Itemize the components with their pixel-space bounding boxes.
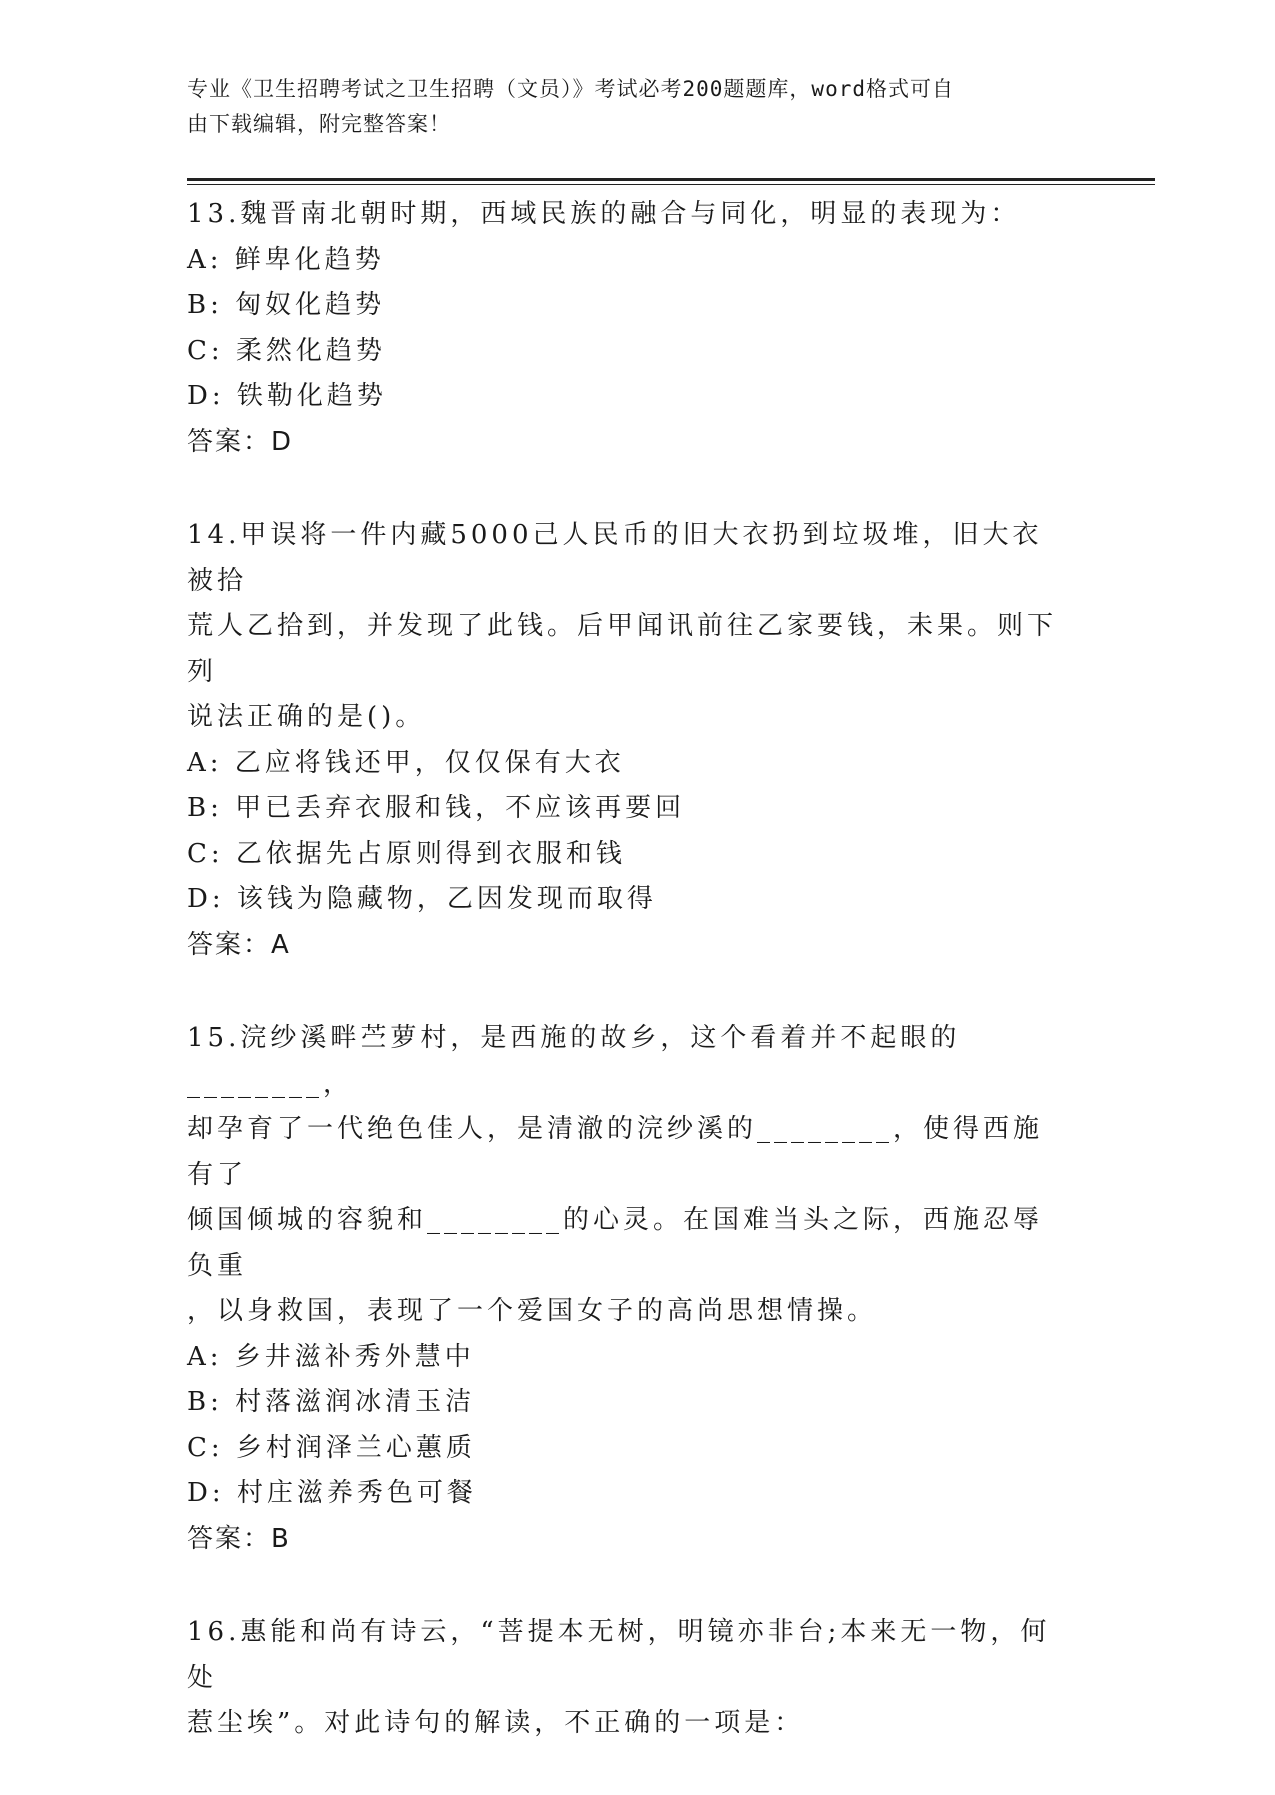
option-d: D: 村庄滋养秀色可餐 [187, 1478, 477, 1508]
question-stem-line: 倾国倾城的容貌和________的心灵。在国难当头之际，西施忍辱负重 [187, 1205, 1044, 1281]
header-line-2: 由下载编辑，附完整答案！ [187, 112, 451, 136]
header-line-1: 专业《卫生招聘考试之卫生招聘（文员）》考试必考200题题库，word格式可自 [187, 77, 954, 101]
option-d: D: 该钱为隐藏物，乙因发现而取得 [187, 884, 657, 914]
question-stem-line: 15.浣纱溪畔苎萝村，是西施的故乡，这个看着并不起眼的________， [187, 1023, 961, 1099]
option-c: C: 乡村润泽兰心蕙质 [187, 1432, 476, 1463]
option-b: B: 村落滋润冰清玉洁 [187, 1387, 476, 1417]
option-a: A: 乙应将钱还甲，仅仅保有大衣 [187, 747, 625, 778]
question-15 [187, 1016, 1067, 1562]
document-header [187, 72, 1067, 142]
option-c: C: 乙依据先占原则得到衣服和钱 [187, 838, 626, 869]
question-stem-line: 荒人乙拾到，并发现了此钱。后甲闻讯前往乙家要钱，未果。则下列 [187, 611, 1058, 687]
option-a: A: 鲜卑化趋势 [187, 244, 385, 275]
header-divider-thin [187, 184, 1155, 185]
question-14 [187, 513, 1067, 968]
option-d: D: 铁勒化趋势 [187, 381, 387, 411]
question-stem-line: 惹尘埃”。对此诗句的解读，不正确的一项是： [187, 1708, 805, 1738]
question-13 [187, 192, 1067, 465]
answer-line: 答案：A [187, 929, 291, 960]
option-c: C: 柔然化趋势 [187, 335, 386, 366]
answer-line: 答案：D [187, 426, 294, 457]
question-stem-line: 14.甲误将一件内藏5000己人民币的旧大衣扔到垃圾堆，旧大衣被拾 [187, 520, 1043, 596]
header-divider-thick [187, 178, 1155, 181]
question-list [187, 192, 1067, 1795]
answer-line: 答案：B [187, 1523, 291, 1554]
question-stem-line: 说法正确的是()。 [187, 702, 426, 732]
option-b: B: 甲已丢弃衣服和钱，不应该再要回 [187, 793, 686, 823]
question-stem-line: 却孕育了一代绝色佳人，是清澈的浣纱溪的________，使得西施有了 [187, 1114, 1044, 1190]
question-16 [187, 1610, 1067, 1747]
option-a: A: 乡井滋补秀外慧中 [187, 1341, 475, 1372]
question-stem-line: ，以身救国，表现了一个爱国女子的高尚思想情操。 [187, 1296, 878, 1326]
option-b: B: 匈奴化趋势 [187, 290, 386, 320]
question-stem: 13.魏晋南北朝时期，西域民族的融合与同化，明显的表现为： [187, 199, 1021, 229]
question-stem-line: 16.惠能和尚有诗云，“菩提本无树，明镜亦非台;本来无一物，何处 [187, 1617, 1051, 1693]
